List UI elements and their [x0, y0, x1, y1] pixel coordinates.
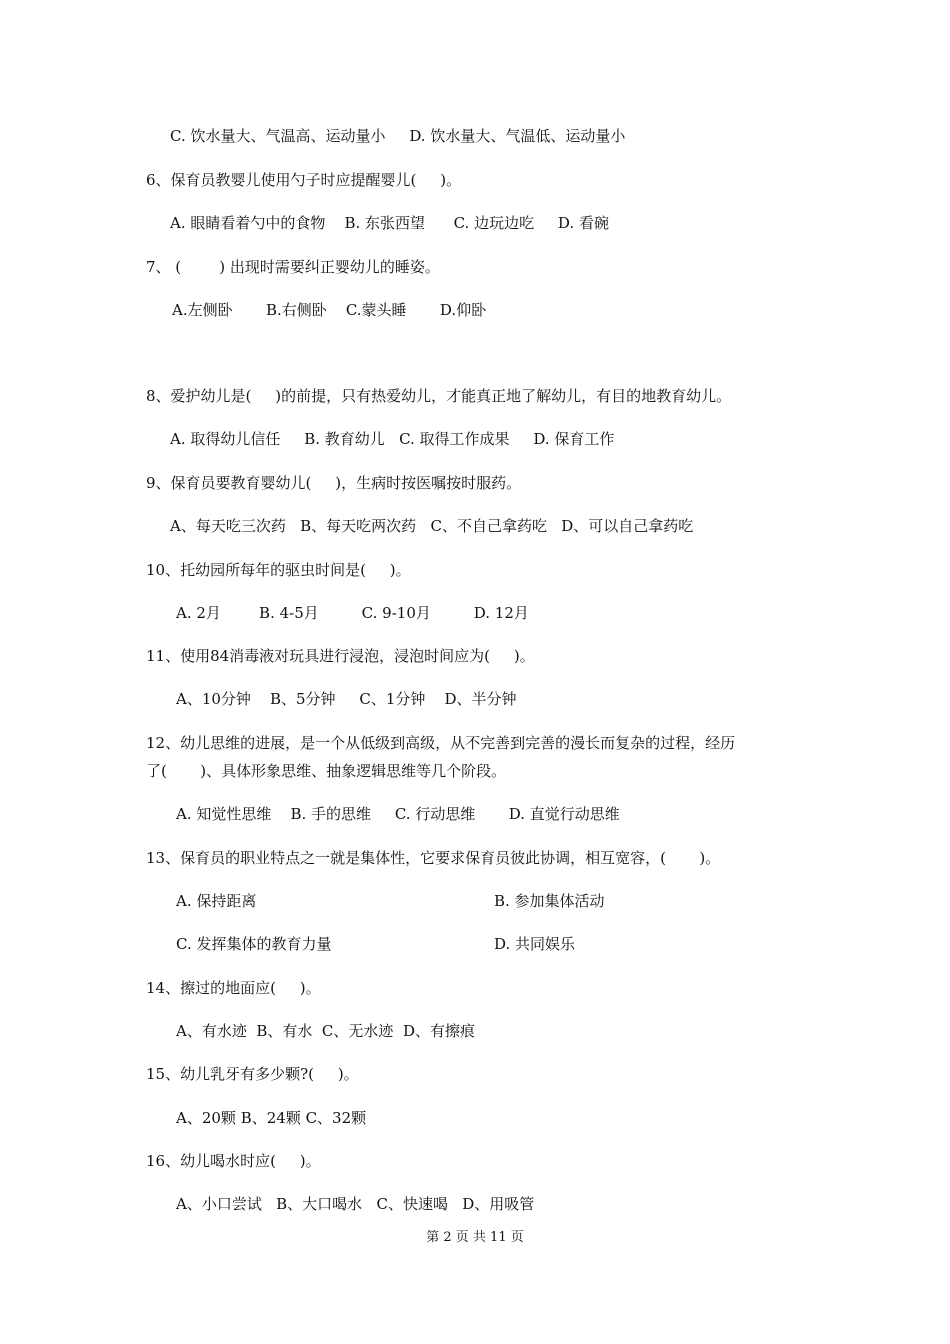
question-7-options: A.左侧卧 B.右侧卧 C.蒙头睡 D.仰卧	[172, 301, 487, 319]
question-13-option-d: D. 共同娱乐	[494, 935, 576, 953]
page-footer: 第 2 页 共 11 页	[426, 1230, 524, 1245]
question-11-options: A、10分钟 B、5分钟 C、1分钟 D、半分钟	[176, 690, 517, 708]
question-12-options: A. 知觉性思维 B. 手的思维 C. 行动思维 D. 直觉行动思维	[176, 805, 620, 823]
question-8-options: A. 取得幼儿信任 B. 教育幼儿 C. 取得工作成果 D. 保育工作	[170, 430, 615, 448]
question-16-options: A、小口尝试 B、大口喝水 C、快速喝 D、用吸管	[176, 1195, 535, 1213]
question-13: 13、保育员的职业特点之一就是集体性，它要求保育员彼此协调，相互宽容，( )。	[146, 849, 721, 867]
question-15: 15、幼儿乳牙有多少颗?( )。	[146, 1065, 359, 1083]
question-12-line-1: 12、幼儿思维的进展，是一个从低级到高级，从不完善到完善的漫长而复杂的过程，经历	[146, 734, 736, 752]
question-6-options: A. 眼睛看着勺中的食物 B. 东张西望 C. 边玩边吃 D. 看碗	[170, 214, 609, 232]
question-13-option-c: C. 发挥集体的教育力量	[176, 935, 332, 953]
question-6: 6、保育员教婴儿使用勺子时应提醒婴儿( )。	[146, 171, 462, 189]
question-9-options: A、每天吃三次药 B、每天吃两次药 C、不自己拿药吃 D、可以自己拿药吃	[170, 517, 694, 535]
question-14: 14、擦过的地面应( )。	[146, 979, 321, 997]
question-9: 9、保育员要教育婴幼儿( )，生病时按医嘱按时服药。	[146, 474, 522, 492]
question-11: 11、使用84消毒液对玩具进行浸泡，浸泡时间应为( )。	[146, 647, 535, 665]
question-13-option-a: A. 保持距离	[176, 892, 257, 910]
question-7: 7、 ( ) 出现时需要纠正婴幼儿的睡姿。	[146, 258, 440, 276]
question-8: 8、爱护幼儿是( )的前提，只有热爱幼儿，才能真正地了解幼儿，有目的地教育幼儿。	[146, 387, 732, 405]
question-14-options: A、有水迹 B、有水 C、无水迹 D、有擦痕	[176, 1022, 475, 1040]
question-15-options: A、20颗 B、24颗 C、32颗	[176, 1109, 367, 1127]
question-13-option-b: B. 参加集体活动	[494, 892, 605, 910]
question-10-options: A. 2月 B. 4-5月 C. 9-10月 D. 12月	[176, 604, 529, 622]
question-10: 10、托幼园所每年的驱虫时间是( )。	[146, 561, 411, 579]
question-5-options-cd: C. 饮水量大、气温高、运动量小 D. 饮水量大、气温低、运动量小	[170, 127, 626, 145]
question-16: 16、幼儿喝水时应( )。	[146, 1152, 321, 1170]
question-12-line-2: 了( )、具体形象思维、抽象逻辑思维等几个阶段。	[146, 762, 507, 780]
